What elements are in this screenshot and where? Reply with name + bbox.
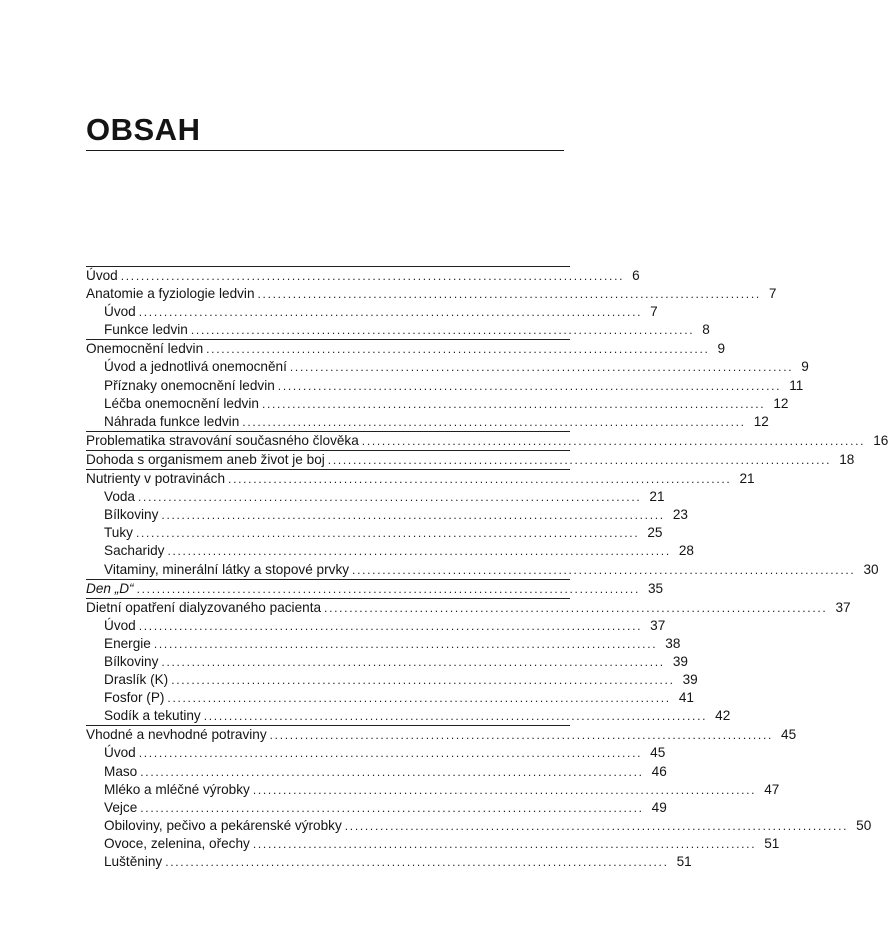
toc-entry[interactable] [86,340,726,358]
toc-entry-page: 38 [665,635,681,651]
toc-entry[interactable] [86,358,809,376]
leader-dots: .................................................................................................... [261,396,766,411]
toc-entry-title: Draslík (K) [104,672,169,688]
leader-dots: .................................................................................................... [167,691,671,706]
leader-dots: .................................................................................................... [289,360,794,375]
toc-entry-title: Fosfor (P) [104,690,165,706]
toc-entry[interactable] [86,470,755,488]
toc-entry-page: 39 [672,653,688,669]
toc-entry-page: 46 [651,763,667,779]
toc-entry-page: 23 [672,507,688,523]
toc-entry-page: 30 [863,561,879,577]
toc-entry-title: Dietní opatření dialyzovaného pacienta [86,599,322,615]
toc-entry[interactable] [86,432,888,451]
leader-dots: .................................................................................................... [138,490,642,505]
toc-entry[interactable] [86,726,797,744]
toc-entry-title: Luštěniny [104,854,163,869]
leader-dots: .................................................................................................... [153,636,658,651]
toc-entry-title: Vhodné a nevhodné potraviny [86,727,267,743]
toc-entry-title: Onemocnění ledvin [86,341,204,357]
toc-entry-title: Vejce [104,799,138,815]
leader-dots: .................................................................................................... [344,818,849,833]
toc-entry-title: Anatomie a fyziologie ledvin [86,286,255,302]
toc-entry[interactable] [86,488,665,506]
toc-entry-page: 42 [715,708,731,724]
leader-dots: .................................................................................................... [269,728,774,743]
toc-entry[interactable] [86,377,804,395]
toc-entry-title: Dohoda s organismem aneb život je boj [86,451,325,467]
leader-dots: .................................................................................................... [257,287,761,302]
toc-entry-title: Příznaky onemocnění ledvin [104,377,275,393]
toc-entry-page: 25 [647,525,663,541]
toc-entry[interactable] [86,451,855,470]
toc-entry-page: 9 [801,359,809,375]
toc-entry[interactable] [86,303,658,321]
toc-entry[interactable] [86,266,640,285]
toc-entry[interactable] [86,321,710,340]
leader-dots: .................................................................................................... [242,414,746,429]
leader-dots: .................................................................................................... [138,305,643,320]
leader-dots: .................................................................................................... [324,600,828,615]
toc-entry[interactable] [86,285,777,303]
toc-entry-page: 12 [753,413,769,429]
toc-entry-title: Tuky [104,525,133,541]
leader-dots: .................................................................................................... [361,433,866,448]
toc-entry-page: 9 [717,341,726,357]
leader-dots: .................................................................................................... [327,452,832,467]
leader-dots: .................................................................................................... [252,782,757,797]
toc-entry-page: 7 [768,286,777,302]
toc-entry[interactable] [86,763,667,781]
toc-entry-page: 7 [650,304,658,320]
leader-dots: .................................................................................................... [140,800,644,815]
toc-entry[interactable] [86,413,769,432]
toc-entry-page: 41 [678,690,694,706]
toc-entry-title: Voda [104,489,135,505]
toc-entry[interactable] [86,599,851,617]
toc-entry-page: 51 [764,835,780,851]
toc-entry-title: Úvod [86,268,118,283]
toc-entry-page: 6 [632,268,640,283]
leader-dots: .................................................................................................... [161,654,665,669]
toc-entry[interactable] [86,617,666,635]
toc-entry-page: 50 [856,817,872,833]
toc-entry[interactable] [86,853,692,871]
toc-entry[interactable] [86,799,667,817]
toc-entry[interactable] [86,653,688,671]
leader-dots: .................................................................................................... [138,746,643,761]
table-of-contents [86,266,888,871]
toc-entry[interactable] [86,635,681,653]
toc-entry-page: 8 [702,322,710,338]
toc-entry-title: Vitaminy, minerální látky a stopové prvky [104,561,350,577]
toc-entry-title: Mléko a mléčné výrobky [104,781,250,797]
toc-entry-page: 37 [650,617,666,633]
toc-entry-page: 45 [650,745,666,761]
toc-entry-title: Ovoce, zelenina, ořechy [104,835,250,851]
leader-dots: .................................................................................................... [165,855,669,869]
toc-entry-title: Problematika stravování současného člověka [86,432,359,448]
toc-entry-title: Bílkoviny [104,507,159,523]
toc-entry-title: Bílkoviny [104,653,159,669]
leader-dots: .................................................................................................... [167,544,671,559]
toc-entry-title: Sodík a tekutiny [104,708,201,724]
toc-entry-title: Úvod [104,617,136,633]
toc-entry-page: 39 [682,672,698,688]
toc-entry[interactable] [86,542,694,560]
toc-entry[interactable] [86,561,879,580]
toc-entry[interactable] [86,506,688,524]
toc-entry-page: 47 [764,781,780,797]
toc-entry[interactable] [86,689,694,707]
toc-entry-page: 49 [651,799,667,815]
toc-entry[interactable] [86,580,664,599]
toc-entry[interactable] [86,671,698,689]
toc-entry-page: 12 [773,395,789,411]
toc-entry-page: 18 [839,451,855,467]
toc-entry-title: Obiloviny, pečivo a pekárenské výrobky [104,817,342,833]
leader-dots: .................................................................................................... [190,323,695,338]
toc-entry-page: 16 [873,432,888,448]
toc-entry-page: 37 [835,599,851,615]
toc-entry-page: 21 [739,471,755,487]
leader-dots: .................................................................................................... [120,269,625,283]
toc-entry-title: Úvod [104,304,136,320]
toc-entry-page: 35 [648,580,664,596]
leader-dots: .................................................................................................... [135,526,640,541]
page-title: OBSAH [86,112,201,147]
toc-entry[interactable] [86,395,789,413]
toc-entry[interactable] [86,817,872,835]
toc-entry-title: Den „D“ [86,580,134,596]
toc-entry-title: Náhrada funkce ledvin [104,413,240,429]
toc-entry-title: Sacharidy [104,543,165,559]
leader-dots: .................................................................................................... [161,508,665,523]
toc-entry[interactable] [86,744,666,762]
title-underline [86,150,564,151]
leader-dots: .................................................................................................... [203,709,708,724]
leader-dots: .................................................................................................... [206,342,710,357]
leader-dots: .................................................................................................... [352,562,856,577]
leader-dots: .................................................................................................... [252,836,757,851]
toc-entry-page: 11 [789,377,804,393]
toc-entry-title: Nutrienty v potravinách [86,471,226,487]
toc-entry-title: Maso [104,763,138,779]
leader-dots: .................................................................................................... [140,764,644,779]
toc-entry-page: 45 [781,727,797,743]
leader-dots: .................................................................................................... [171,673,675,688]
toc-entry-title: Úvod [104,745,136,761]
toc-entry-title: Úvod a jednotlivá onemocnění [104,359,287,375]
toc-entry[interactable] [86,524,663,542]
toc-entry-page: 28 [678,543,694,559]
leader-dots: .................................................................................................... [228,472,732,487]
leader-dots: .................................................................................................... [277,378,782,393]
toc-entry[interactable] [86,781,780,799]
toc-entry-title: Léčba onemocnění ledvin [104,395,259,411]
toc-entry-page: 51 [676,854,692,869]
toc-entry-page: 21 [649,489,665,505]
leader-dots: .................................................................................................... [136,581,640,596]
toc-entry-title: Funkce ledvin [104,322,188,338]
leader-dots: .................................................................................................... [138,618,643,633]
toc-entry[interactable] [86,707,731,726]
toc-entry-title: Energie [104,635,151,651]
toc-entry[interactable] [86,835,780,853]
